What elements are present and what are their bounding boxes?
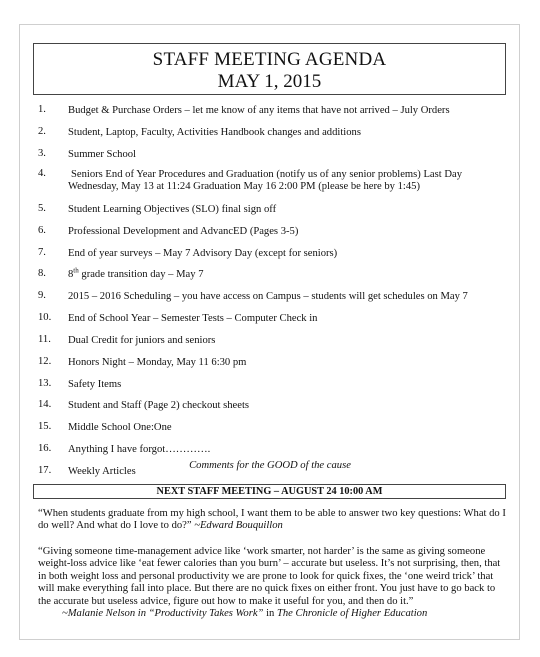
quote-attribution: ~Malanie Nelson in “Productivity Takes Work” in The Chronicle of Higher Education [62, 608, 428, 620]
quote-text: “When students graduate from my high school, I want them to be able to answer two key questions: What do I do well? And what do I love to do?” [38, 508, 506, 532]
agenda-title-box [33, 43, 506, 95]
agenda-item-4-continued: Wednesday, May 13 at 11:24 Graduation May 16 2:00 PM (please be here by 1:45) [68, 181, 420, 192]
quote-author: ~Edward Bouquillon [191, 520, 283, 532]
quote-text: “Giving someone time-management advice like ‘work smarter, not harder’ is the same as giving someone weight-loss advice like ‘eat fewer calories than you burn’ – accurate but useless. It’s not surprising, then, that in both weight loss and personal productivity we are prone to look for quick fixes, the ‘one weird trick’ that will make everything fall into place. But there are no quick fixes on either front. You just have to go back to the accurate but useless advice, figure out how to make it useful for you, and then do it.” [38, 546, 501, 607]
next-meeting-banner: NEXT STAFF MEETING – AUGUST 24 10:00 AM [33, 484, 506, 499]
agenda-title: STAFF MEETING AGENDA [152, 49, 387, 70]
quote-nelson [38, 546, 508, 620]
agenda-date: MAY 1, 2015 [217, 71, 322, 92]
comments-heading: Comments for the GOOD of the cause [189, 460, 351, 471]
quote-bouquillon [38, 508, 508, 533]
